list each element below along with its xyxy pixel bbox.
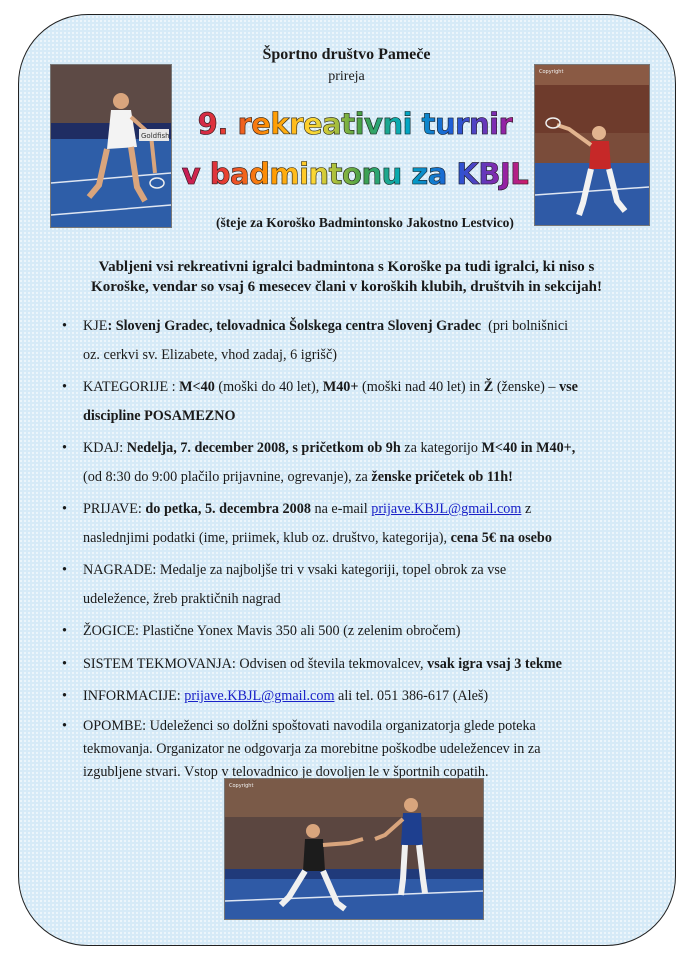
- informacije-label: INFORMACIJE:: [83, 688, 185, 704]
- category-disciplines: discipline POSAMEZNO: [83, 407, 236, 424]
- opombe-line3: izgubljene stvari. Vstop v telovadnico je dovoljen le v športnih copatih.: [83, 763, 489, 780]
- bullet-icon: •: [62, 379, 67, 395]
- kdaj-line2: (od 8:30 do 9:00 plačilo prijavnine, ogrevanje), za: [83, 468, 372, 485]
- copyright-text: Copyright: [229, 783, 254, 789]
- bullet-icon: •: [62, 318, 67, 334]
- category-women-desc: (ženske) –: [493, 379, 560, 395]
- sistem-text: SISTEM TEKMOVANJA: Odvisen od števila tekmovalcev,: [83, 655, 428, 672]
- bullet-icon: •: [62, 655, 67, 672]
- copyright-text: Copyright: [539, 69, 564, 75]
- nagrade-line2: udeležence, žreb praktičnih nagrad: [83, 590, 281, 607]
- category-m40plus: M40+: [322, 379, 359, 395]
- prijave-text-z: z: [521, 501, 532, 517]
- info-email-link[interactable]: prijave.KBJL@gmail.com: [184, 688, 335, 704]
- list-item-nagrade: [62, 556, 662, 613]
- player-photo-top-left: [50, 64, 172, 228]
- organizer-name: Športno društvo Pameče: [262, 46, 431, 63]
- kje-line2: oz. cerkvi sv. Elizabete, vhod zadaj, 6 igrišč): [83, 346, 337, 363]
- registration-email-link[interactable]: prijave.KBJL@gmail.com: [371, 501, 522, 517]
- event-date: Nedelja, 7. december 2008, s pričetkom ob 9h: [126, 440, 401, 456]
- bullet-icon: •: [62, 623, 67, 639]
- opombe-line2: tekmovanja. Organizator ne odgovarja za morebitne poškodbe udeležencev in za: [83, 740, 541, 757]
- category-women: Ž: [483, 379, 494, 395]
- list-item-informacije: [62, 682, 662, 711]
- kje-location: : Slovenj Gradec, telovadnica Šolskega centra Slovenj Gradec: [107, 318, 482, 334]
- prijave-text: na e-mail: [310, 501, 372, 517]
- bullet-icon: •: [62, 717, 67, 734]
- list-item-kje: [62, 312, 662, 369]
- presents-text: prireja: [328, 69, 365, 84]
- tournament-title-line2: v badmintonu za KBJL: [180, 154, 530, 194]
- nagrade-text: NAGRADE: Medalje za najboljše tri v vsaki kategoriji, topel obrok za vse: [83, 562, 507, 578]
- kdaj-categories: M<40 in M40+,: [481, 440, 576, 456]
- prijave-label: PRIJAVE:: [83, 501, 146, 517]
- category-m40plus-desc: (moški nad 40 let) in: [358, 379, 484, 395]
- category-all: vse: [559, 379, 578, 395]
- bullet-icon: •: [62, 440, 67, 456]
- list-item-kdaj: [62, 434, 662, 491]
- kje-label: KJE: [83, 318, 108, 334]
- registration-deadline: do petka, 5. decembra 2008: [145, 501, 311, 517]
- opombe-line1: OPOMBE: Udeleženci so dolžni spoštovati navodila organizatorja glede poteka: [83, 717, 536, 734]
- tournament-subtitle: (šteje za Koroško Badmintonsko Jakostno Lestvico): [216, 215, 514, 230]
- player-photo-top-right: [534, 64, 650, 226]
- category-m40: M<40: [179, 379, 215, 395]
- bullet-icon: •: [62, 562, 67, 578]
- kategorije-label: KATEGORIJE :: [83, 379, 180, 395]
- sponsor-text: Goldfish: [141, 132, 170, 140]
- prijave-line2: naslednjimi podatki (ime, priimek, klub oz. društvo, kategorija),: [83, 529, 451, 546]
- women-start-time: ženske pričetek ob 11h!: [371, 468, 513, 485]
- kdaj-label: KDAJ:: [83, 440, 127, 456]
- zogice-text: ŽOGICE: Plastične Yonex Mavis 350 ali 500 (z zelenim obročem): [83, 623, 461, 639]
- kdaj-text: za kategorijo: [400, 440, 482, 456]
- category-m40-desc: (moški do 40 let),: [214, 379, 323, 395]
- list-item-sistem: [62, 650, 662, 679]
- list-item-kategorije: [62, 373, 662, 430]
- details-list: [62, 312, 662, 788]
- tournament-title-line1: 9. rekreativni turnir: [180, 104, 530, 144]
- info-phone: ali tel. 051 386-617 (Aleš): [334, 688, 489, 704]
- list-item-zogice: [62, 617, 662, 646]
- entry-fee: cena 5€ na osebo: [450, 529, 552, 546]
- list-item-opombe: [62, 715, 662, 784]
- doubles-photo-bottom: [224, 778, 484, 920]
- bullet-icon: •: [62, 688, 67, 704]
- bullet-icon: •: [62, 501, 67, 517]
- kje-note: (pri bolnišnici: [488, 318, 569, 334]
- list-item-prijave: [62, 495, 662, 552]
- sistem-matches: vsak igra vsaj 3 tekme: [427, 655, 562, 672]
- invitation-line1: Vabljeni vsi rekreativni igralci badmintona s Koroške pa tudi igralci, ki niso s: [98, 259, 595, 275]
- invitation-text: [60, 257, 633, 297]
- invitation-line2: Koroške, vendar so vsaj 6 mesecev člani v koroških klubih, društvih in sekcijah!: [91, 279, 602, 295]
